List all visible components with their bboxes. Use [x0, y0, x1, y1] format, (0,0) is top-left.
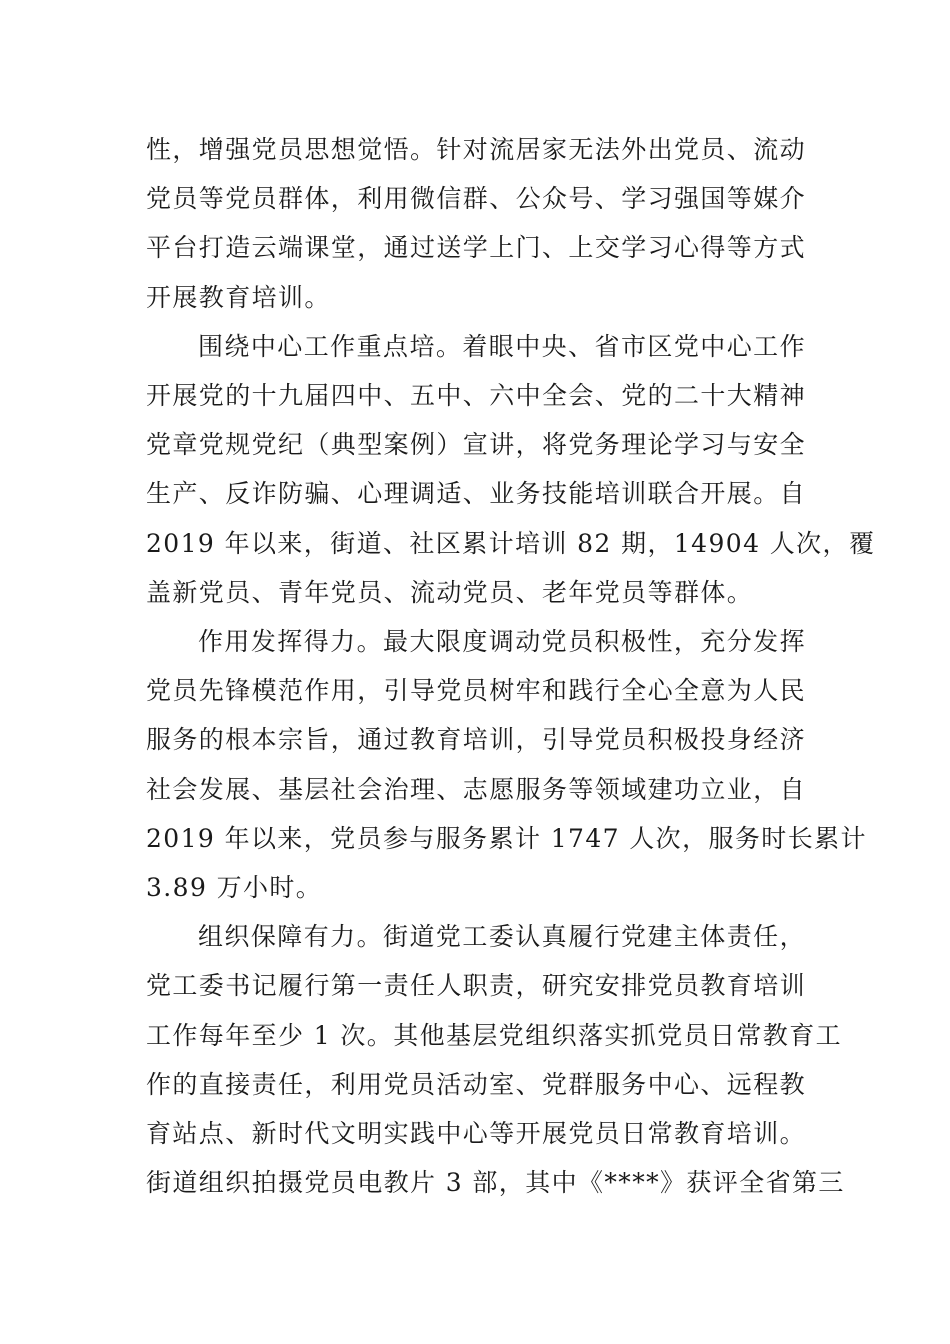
text-line: 围绕中心工作重点培。着眼中央、省市区党中心工作: [198, 331, 806, 361]
text-line: 组织保障有力。街道党工委认真履行党建主体责任，: [198, 922, 806, 952]
text-line: 党员等党员群体，利用微信群、公众号、学习强国等媒介: [146, 184, 807, 214]
paragraph-2: [146, 322, 876, 617]
text-line: 盖新党员、青年党员、流动党员、老年党员等群体。: [146, 577, 754, 607]
text-line: 开展党的十九届四中、五中、六中全会、党的二十大精神: [146, 381, 807, 411]
paragraph-4: [146, 912, 845, 1207]
text-line: 党员先锋模范作用，引导党员树牢和践行全心全意为人民: [146, 676, 807, 706]
text-line: 作的直接责任，利用党员活动室、党群服务中心、远程教: [146, 1069, 807, 1099]
text-line: 服务的根本宗旨，通过教育培训，引导党员积极投身经济: [146, 725, 807, 755]
text-line: 党章党规党纪（典型案例）宣讲，将党务理论学习与安全: [146, 430, 807, 460]
text-line: 街道组织拍摄党员电教片 3 部，其中《****》获评全省第三: [146, 1168, 845, 1198]
text-line: 党工委书记履行第一责任人职责，研究安排党员教育培训: [146, 971, 807, 1001]
paragraph-1: [146, 125, 806, 322]
text-line: 性，增强党员思想觉悟。针对流居家无法外出党员、流动: [146, 135, 807, 164]
text-line: 2019 年以来，街道、社区累计培训 82 期，14904 人次，覆: [146, 528, 876, 558]
text-line: 2019 年以来，党员参与服务累计 1747 人次，服务时长累计: [146, 823, 867, 853]
text-line: 3.89 万小时。: [146, 873, 323, 903]
text-line: 作用发挥得力。最大限度调动党员积极性，充分发挥: [198, 627, 806, 657]
text-line: 育站点、新时代文明实践中心等开展党员日常教育培训。: [146, 1119, 807, 1149]
text-line: 生产、反诈防骗、心理调适、业务技能培训联合开展。自: [146, 479, 807, 509]
text-line: 工作每年至少 1 次。其他基层党组织落实抓党员日常教育工: [146, 1020, 843, 1050]
text-line: 社会发展、基层社会治理、志愿服务等领域建功立业，自: [146, 774, 807, 804]
text-line: 开展教育培训。: [146, 282, 331, 312]
text-line: 平台打造云端课堂，通过送学上门、上交学习心得等方式: [146, 233, 807, 263]
paragraph-3: [146, 617, 867, 912]
body-text: [146, 125, 876, 1207]
